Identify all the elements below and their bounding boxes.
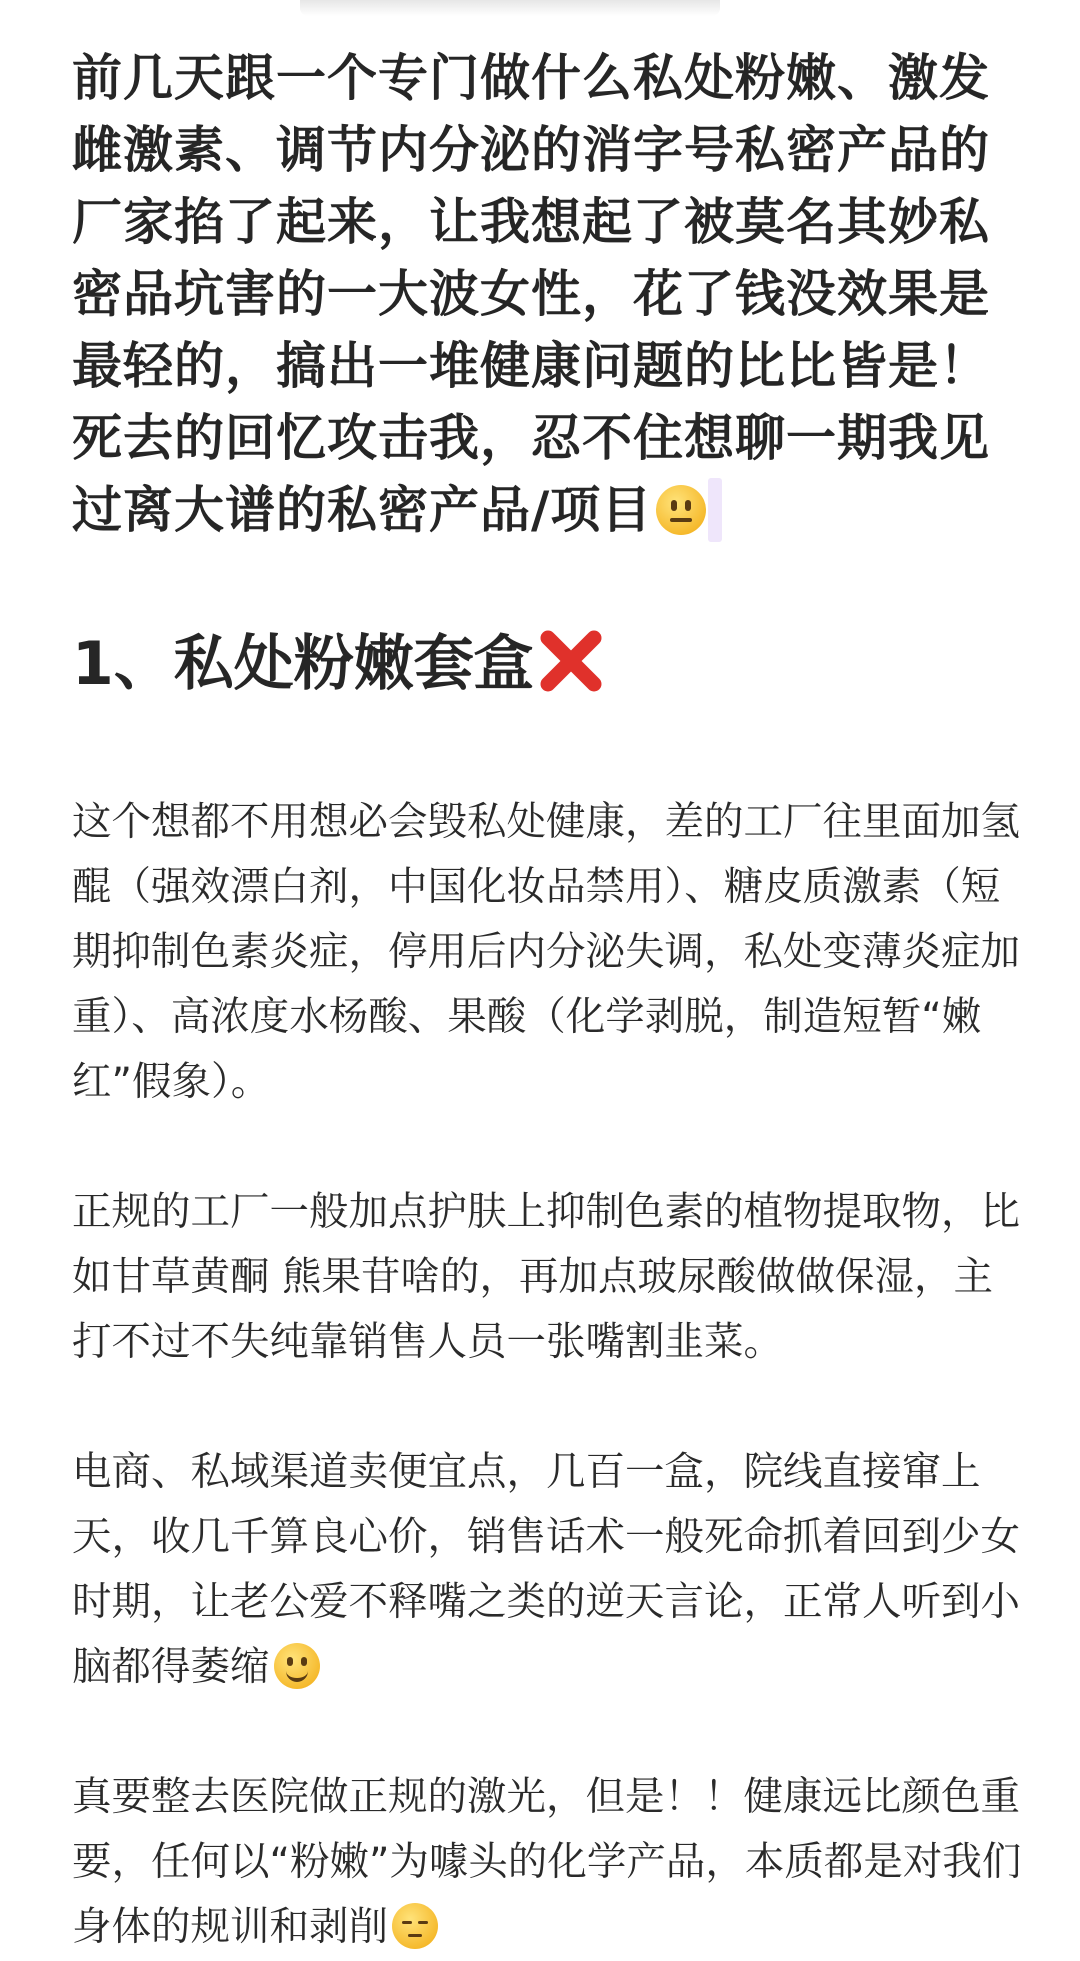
body-paragraph-3: 电商、私域渠道卖便宜点，几百一盒，院线直接窜上天，收几千算良心价，销售话术一般死命抓着回到少女时期，让老公爱不释嘴之类的逆天言论，正常人听到小脑都得萎缩	[72, 1449, 1020, 1690]
pensive-face-icon	[392, 1903, 438, 1949]
post-content	[72, 0, 1024, 1961]
intro-paragraph-1: 前几天跟一个专门做什么私处粉嫩、激发雌激素、调节内分泌的消字号私密产品的厂家掐了起来，让我想起了被莫名其妙私密品坑害的一大波女性，花了钱没效果是最轻的，搞出一堆健康问题的比比皆是！	[72, 49, 990, 395]
neutral-face-icon	[656, 485, 706, 535]
body-paragraph-1: 这个想都不用想必会毁私处健康，差的工厂往里面加氢醌（强效漂白剂，中国化妆品禁用）、糖皮质激素（短期抑制色素炎症，停用后内分泌失调，私处变薄炎症加重）、高浓度水杨酸、果酸（化学剥脱，制造短暂“嫩红”假象）。	[72, 799, 1020, 1105]
body-paragraph-2: 正规的工厂一般加点护肤上抑制色素的植物提取物，比如甘草黄酮 熊果苷啥的，再加点玻尿酸做做保湿，主打不过不失纯靠销售人员一张嘴割韭菜。	[72, 1189, 1020, 1365]
intro-paragraph-2: 死去的回忆攻击我，忍不住想聊一期我见过离大谱的私密产品/项目	[72, 402, 1024, 546]
red-cross-mark-icon	[538, 628, 604, 694]
intro-block	[72, 42, 1024, 546]
section-body	[72, 790, 1024, 1960]
section-heading: 1、私处粉嫩套盒	[72, 624, 604, 704]
slightly-smiling-face-icon	[274, 1643, 320, 1689]
text-cursor-marker	[708, 478, 722, 542]
body-paragraph-4: 真要整去医院做正规的激光，但是！！健康远比颜色重要，任何以“粉嫩”为噱头的化学产品，本质都是对我们身体的规训和剥削	[72, 1774, 1022, 1950]
